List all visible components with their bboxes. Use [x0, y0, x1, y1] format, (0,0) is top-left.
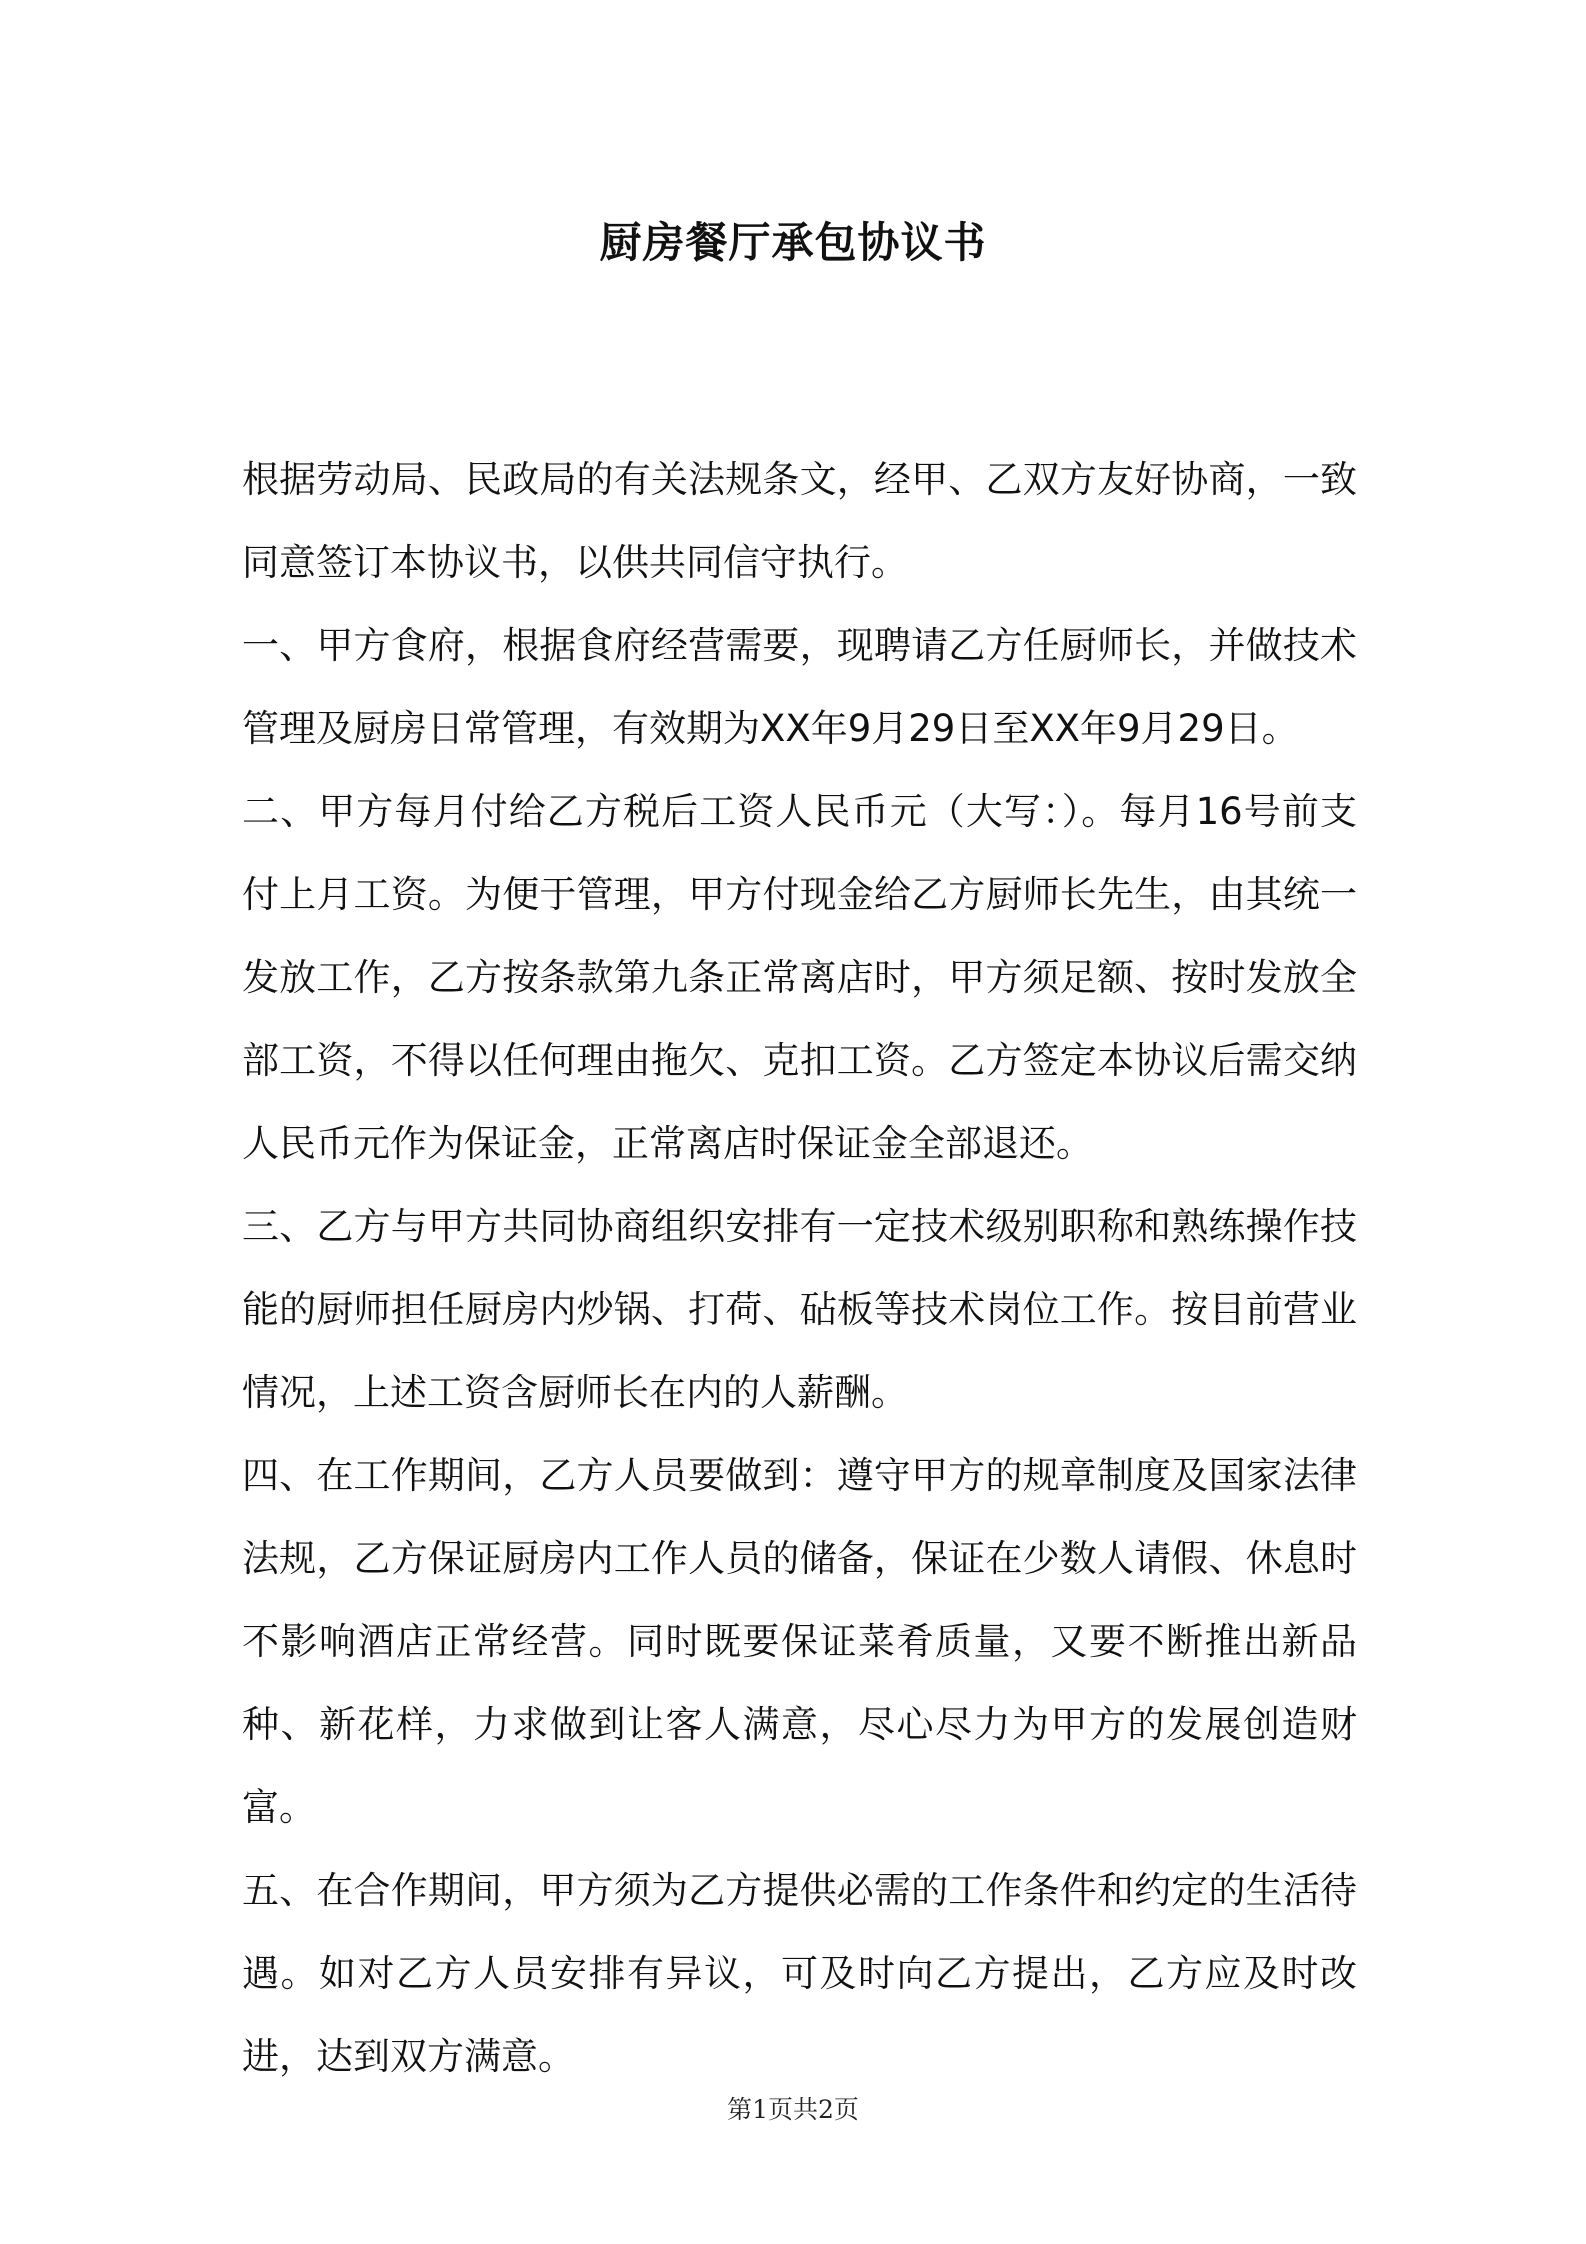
paragraph-clause-1: 一、甲方食府，根据食府经营需要，现聘请乙方任厨师长，并做技术管理及厨房日常管理，有效期为XX年9月29日至XX年9月29日。 [242, 624, 1357, 750]
paragraph-clause-3: 三、乙方与甲方共同协商组织安排有一定技术级别职称和熟练操作技能的厨师担任厨房内炒锅、打荷、砧板等技术岗位工作。按目前营业情况，上述工资含厨师长在内的人薪酬。 [242, 1205, 1357, 1414]
paragraph-clause-2: 二、甲方每月付给乙方税后工资人民币元（大写：）。每月16号前支付上月工资。为便于管理，甲方付现金给乙方厨师长先生，由其统一发放工作，乙方按条款第九条正常离店时，甲方须足额、按时发放全部工资，不得以任何理由拖欠、克扣工资。乙方签定本协议后需交纳人民币元作为保证金，正常离店时保证金全部退还。 [242, 790, 1357, 1165]
paragraph-intro: 根据劳动局、民政局的有关法规条文，经甲、乙双方友好协商，一致同意签订本协议书，以供共同信守执行。 [242, 458, 1357, 584]
document-title: 厨房餐厅承包协议书 [599, 218, 987, 267]
document-body [242, 438, 1357, 2098]
page-number-footer: 第1页共2页 [727, 2095, 859, 2124]
paragraph-clause-5: 五、在合作期间，甲方须为乙方提供必需的工作条件和约定的生活待遇。如对乙方人员安排有异议，可及时向乙方提出，乙方应及时改进，达到双方满意。 [242, 1869, 1357, 2078]
paragraph-clause-4: 四、在工作期间，乙方人员要做到：遵守甲方的规章制度及国家法律法规，乙方保证厨房内工作人员的储备，保证在少数人请假、休息时不影响酒店正常经营。同时既要保证菜肴质量，又要不断推出新品种、新花样，力求做到让客人满意，尽心尽力为甲方的发展创造财富。 [242, 1454, 1357, 1829]
